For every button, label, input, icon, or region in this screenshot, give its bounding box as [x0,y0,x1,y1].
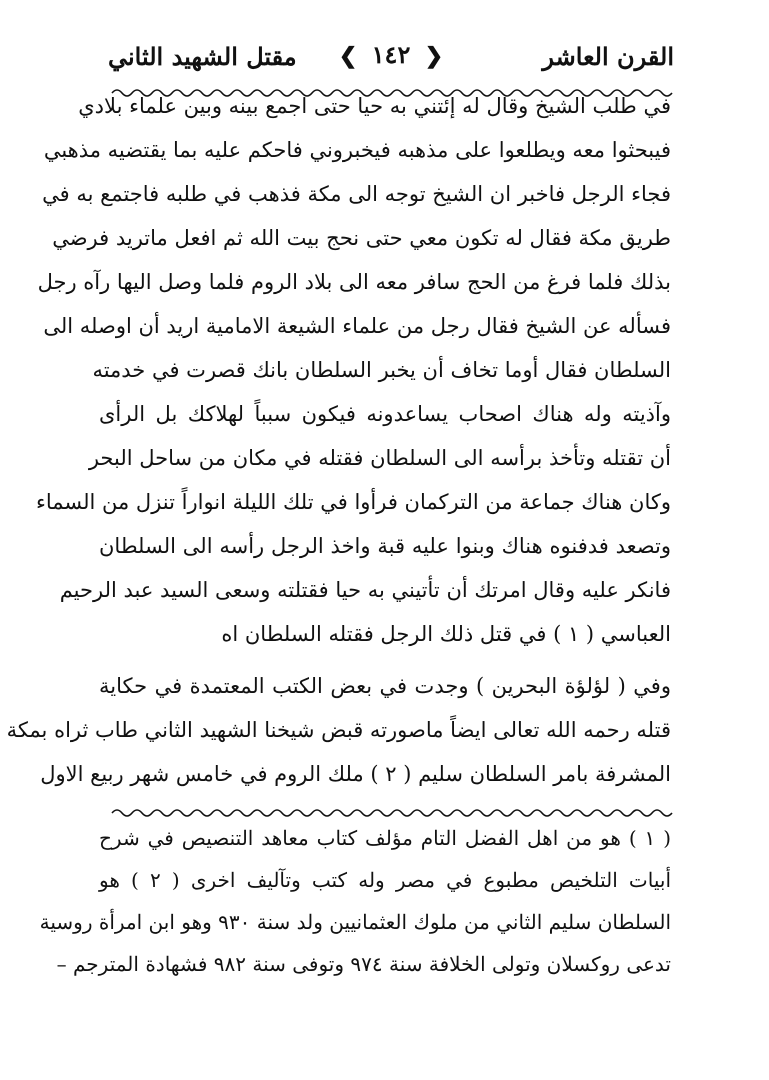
body-line: السلطان فقال أوما تخاف أن يخبر السلطان بانك قصرت في خدمته [92,358,671,382]
body-line: طريق مكة فقال له تكون معي حتى نحج بيت الله ثم افعل ماتريد فرضي [52,226,671,250]
footnote-line: تدعى روكسلان وتولى الخلافة سنة ٩٧٤ وتوفى سنة ٩٨٢ فشهادة المترجم – [56,952,671,976]
ornament-right-icon: ❯ [338,43,358,69]
chapter-title: القرن العاشر [542,42,674,71]
running-header [108,40,674,84]
body-line: وكان هناك جماعة من التركمان فرأوا في تلك الليلة انواراً تنزل من السماء [35,490,671,514]
ornament-left-icon: ❮ [424,43,444,69]
body-line: فسأله عن الشيخ فقال رجل من علماء الشيعة الامامية اريد أن اوصله الى [43,314,671,338]
body-line: فانكر عليه وقال امرتك أن تأتيني به حيا فقتلته وسعى السيد عبد الرحيم [59,578,671,602]
body-line: وآذيته وله هناك اصحاب يساعدونه فيكون سبباً لهلاكك بل الرأى [99,402,671,426]
footnote-line: ( ١ ) هو من اهل الفضل التام مؤلف كتاب معاهد التنصيص في شرح [99,826,671,850]
body-line: العباسي ( ١ ) في قتل ذلك الرجل فقتله السلطان اه [221,622,671,646]
body-line: فيبحثوا معه ويطلعوا على مذهبه فيخبروني فاحكم عليه بما يقتضيه مذهبي [43,138,671,162]
footnote-line: أبيات التلخيص مطبوع في مصر وله كتب وتآليف اخرى ( ٢ ) هو [99,868,671,892]
footnote-wavy-rule [112,806,672,820]
body-line: فجاء الرجل فاخبر ان الشيخ توجه الى مكة فذهب في طلبه فاجتمع به في [42,182,671,206]
page-number: ١٤٢ [371,40,411,69]
section-title: مقتل الشهيد الثاني [108,42,297,71]
footnote-line: السلطان سليم الثاني من ملوك العثمانيين ولد سنة ٩٣٠ وهو ابن امرأة روسية [39,910,671,934]
body-line: بذلك فلما فرغ من الحج سافر معه الى بلاد الروم فلما وصل اليها رآه رجل [37,270,671,294]
body-line: قتله رحمه الله تعالى ايضاً ماصورته قبض شيخنا الشهيد الثاني طاب ثراه بمكة [6,718,671,742]
body-line: وتصعد فدفنوه هناك وبنوا عليه قبة واخذ الرجل رأسه الى السلطان [99,534,671,558]
body-line: المشرفة بامر السلطان سليم ( ٢ ) ملك الروم في خامس شهر ربيع الاول [40,762,671,786]
body-line: أن تقتله وتأخذ برأسه الى السلطان فقتله في مكان من ساحل البحر [88,446,671,470]
page-number-group [333,40,449,69]
body-line: في طلب الشيخ وقال له إئتني به حيا حتى اجمع بينه وبين علماء بلادي [78,94,671,118]
body-line: وفي ( لؤلؤة البحرين ) وجدت في بعض الكتب المعتمدة في حكاية [99,674,671,698]
